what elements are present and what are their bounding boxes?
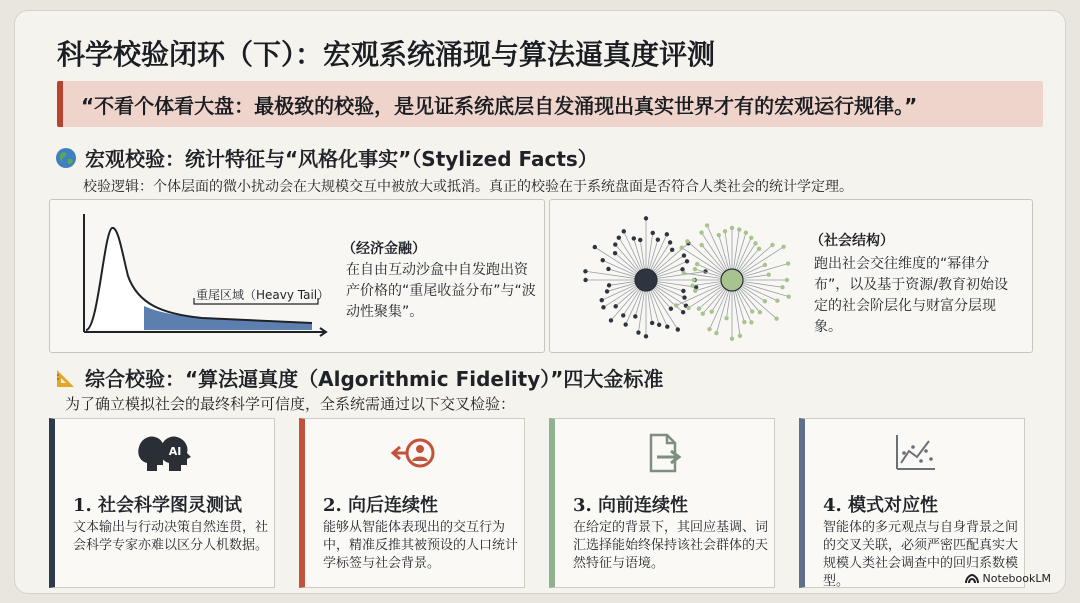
social-title: （社会结构） [810,233,894,249]
network-node [623,322,627,326]
network-node [617,235,621,239]
network-node [665,232,669,236]
macro-section-heading [55,143,598,172]
network-node [632,236,636,240]
network-node [583,278,587,282]
network-node [685,239,689,243]
ai-heads-icon [55,433,274,473]
social-panel [549,199,1033,353]
network-node [757,247,761,251]
heavy-tail-chart [62,202,352,352]
network-node [723,229,727,233]
network-node [786,261,790,265]
network-node [693,267,697,271]
network-node [763,299,767,303]
network-node [742,320,746,324]
network-node [644,334,648,338]
network-node [621,313,625,317]
network-node [701,312,705,316]
network-node [593,245,597,249]
network-graph [570,202,832,352]
network-node [707,327,711,331]
network-node [601,258,605,262]
ai-icon-text: AI [168,445,181,458]
quote-banner: “不看个体看大盘：最极致的校验，是见证系统底层自发涌现出真实世界才有的宏观运行规律。” [57,81,1043,127]
network-node [709,309,713,313]
network-node [682,271,686,275]
network-node [724,316,728,320]
network-node [682,253,686,257]
network-node [763,263,767,267]
network-node [605,289,609,293]
document-arrow-icon [555,433,774,473]
network-node [613,304,617,308]
network-node [680,267,684,271]
network-node [753,241,757,245]
network-node [775,299,779,303]
network-node [758,310,762,314]
page-title: 科学校验闭环（下）：宏观系统涌现与算法逼真度评测 [57,38,716,71]
network-node [609,318,613,322]
network-node [714,331,718,335]
triangle-ruler-icon [55,367,77,389]
finance-title: （经济金融） [342,241,426,257]
network-node [700,243,704,247]
network-node [644,216,648,220]
network-node [686,306,690,310]
network-node [638,238,642,242]
card-body: 在给定的背景下，其回应基调、词汇选择能始终保持该社会群体的天然特征与语境。 [573,520,769,571]
network-node [656,237,660,241]
network-node [665,324,669,328]
network-node [670,248,674,252]
card-backward-continuity [299,418,525,588]
card-body: 智能体的多元观点与自身背景之间的交叉关联，必须严密匹配真实大规模人类社会调查中的回归系数模型。 [823,520,1019,589]
card-pattern-correspondence [799,418,1025,588]
network-node [613,251,617,255]
card-title: 1. 社会科学图灵测试 [73,495,243,516]
network-hub [721,269,743,291]
network-node [738,334,742,338]
brand-text: NotebookLM [982,572,1051,585]
network-node [633,314,637,318]
network-node [680,245,684,249]
card-title: 4. 模式对应性 [823,495,939,516]
network-node [613,242,617,246]
network-node [676,327,680,331]
network-node [651,231,655,235]
network-node [681,289,685,293]
network-node [787,294,791,298]
network-node [749,320,753,324]
network-node [685,259,689,263]
network-node [669,307,673,311]
social-body: 跑出社会交往维度的“幂律分布”，以及基于资源/教育初始设定的社会阶层化与财富分层现象。 [814,256,1008,335]
network-node [785,278,789,282]
network-node [770,243,774,247]
network-node [600,298,604,302]
notebooklm-brand [965,572,1051,585]
network-node [780,285,784,289]
network-node [730,337,734,341]
card-turing-test [49,418,275,588]
network-node [693,289,697,293]
network-node [781,245,785,249]
network-node [697,306,701,310]
network-node [767,273,771,277]
card-body: 文本输出与行动决策自然连贯，社会科学专家亦难以区分人机数据。 [73,520,269,553]
network-node [744,231,748,235]
network-node [730,226,734,230]
card-title: 2. 向后连续性 [323,495,439,516]
network-node [622,229,626,233]
network-node [681,310,685,314]
network-node [583,269,587,273]
heavy-tail-label: 重尾区域（Heavy Tail） [196,288,330,302]
network-node [699,230,703,234]
network-node [657,323,661,327]
card-forward-continuity [549,418,775,588]
notebooklm-logo-icon [965,574,979,584]
network-node [749,236,753,240]
network-node [682,295,686,299]
card-title: 3. 向前连续性 [573,495,689,516]
network-hub [635,269,657,291]
network-node [691,278,695,282]
fidelity-heading-text: 综合校验：“算法逼真度（Algorithmic Fidelity）”四大金标准 [85,367,664,391]
line-chart-icon [805,433,1024,473]
finance-body: 在自由互动沙盒中自发跑出资产价格的“重尾收益分布”与“波动性聚集”。 [346,262,536,320]
network-node [774,316,778,320]
fidelity-section-heading [55,363,663,392]
network-node [601,305,605,309]
backward-person-icon [305,433,524,473]
network-node [606,267,610,271]
network-node [668,240,672,244]
network-node [750,309,754,313]
finance-panel [49,199,545,353]
network-node [674,303,678,307]
network-node [705,223,709,227]
macro-logic: 校验逻辑：个体层面的微小扰动会在大规模交互中被放大或抵消。真正的校验在于系统盘面是否符合人类社会的统计学定理。 [83,179,853,195]
network-node [607,283,611,287]
fidelity-intro: 为了确立模拟社会的最终科学可信度，全系统需通过以下交叉检验： [65,395,516,413]
network-node [650,321,654,325]
network-node [636,330,640,334]
network-node [690,283,694,287]
globe-icon [55,147,77,169]
card-body: 能够从智能体表现出的交互行为中，精准反推其被预设的人口统计学标签与社会背景。 [323,520,519,571]
network-node [737,227,741,231]
macro-heading-text: 宏观校验：统计特征与“风格化事实”（Stylized Facts） [85,147,598,171]
slide [14,10,1066,594]
network-node [695,262,699,266]
network-node [717,233,721,237]
